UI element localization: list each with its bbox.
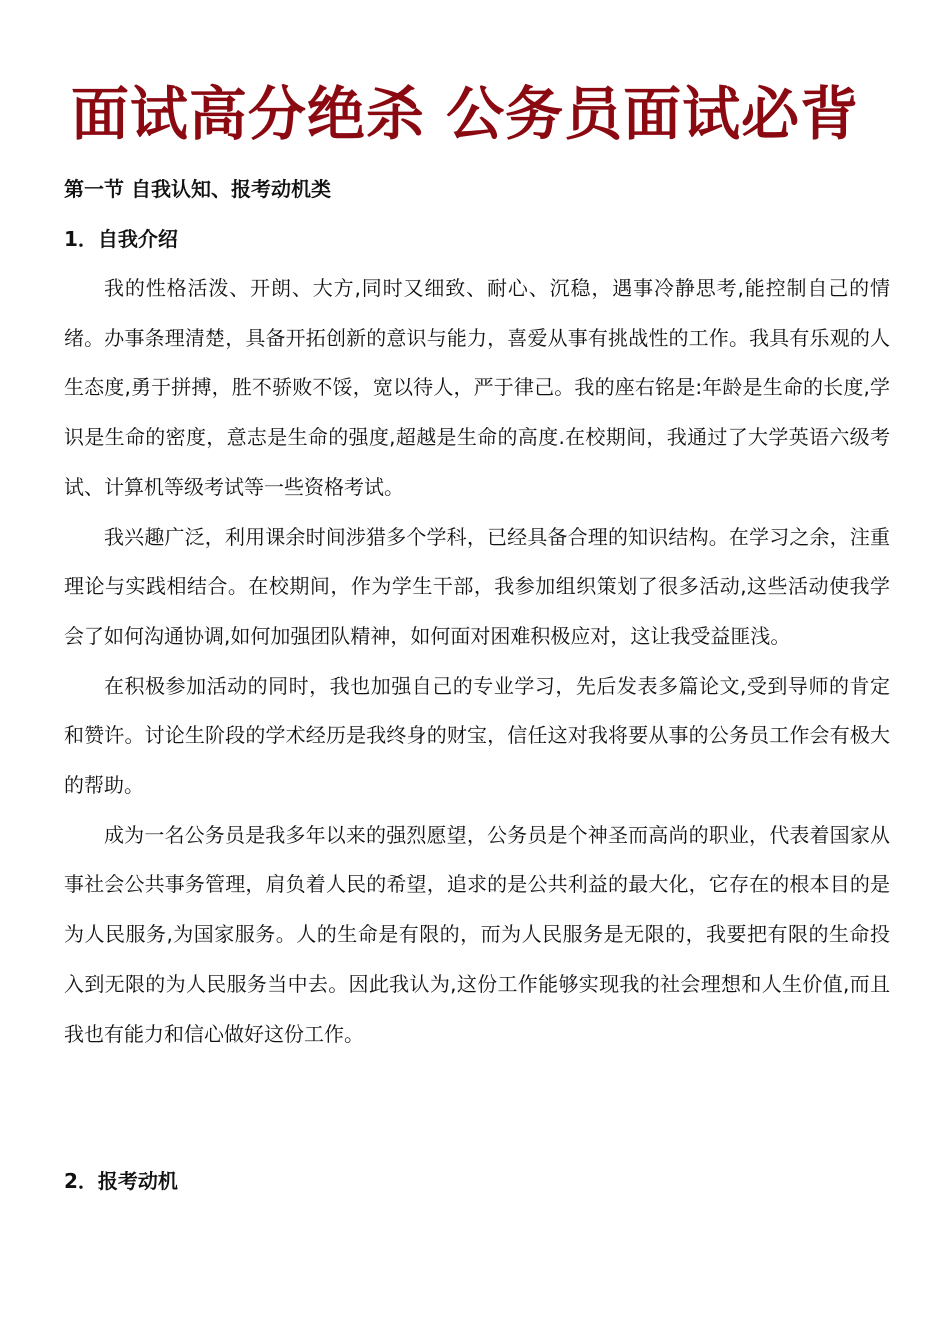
self-introduction-body: [64, 264, 890, 1059]
paragraph: 我兴趣广泛，利用课余时间涉猎多个学科，已经具备合理的知识结构。在学习之余，注重理论与实践相结合。在校期间，作为学生干部，我参加组织策划了很多活动,这些活动使我学会了如何沟通协调,如何加强团队精神，如何面对困难积极应对，这让我受益匪浅。: [64, 524, 890, 648]
paragraph: 成为一名公务员是我多年以来的强烈愿望，公务员是个神圣而高尚的职业，代表着国家从事社会公共事务管理，肩负着人民的希望，追求的是公共利益的最大化，它存在的根本目的是为人民服务,为国家服务。人的生命是有限的，而为人民服务是无限的，我要把有限的生命投入到无限的为人民服务当中去。因此我认为,这份工作能够实现我的社会理想和人生价值,而且我也有能力和信心做好这份工作。: [64, 822, 890, 1046]
subheading-application-motivation: 2．报考动机: [64, 1169, 178, 1193]
paragraph: 在积极参加活动的同时，我也加强自己的专业学习，先后发表多篇论文,受到导师的肯定和赞许。讨论生阶段的学术经历是我终身的财宝，信任这对我将要从事的公务员工作会有极大的帮助。: [64, 673, 890, 798]
section-heading: 第一节 自我认知、报考动机类: [64, 177, 331, 201]
subheading-self-introduction: 1．自我介绍: [64, 227, 178, 251]
document-title: 面试高分绝杀 公务员面试必背: [70, 80, 860, 148]
paragraph: 我的性格活泼、开朗、大方,同时又细致、耐心、沉稳，遇事冷静思考,能控制自己的情绪。办事条理清楚，具备开拓创新的意识与能力，喜爱从事有挑战性的工作。我具有乐观的人生态度,勇于拼搏，胜不骄败不馁，宽以待人，严于律己。我的座右铭是:年龄是生命的长度,学识是生命的密度，意志是生命的强度,超越是生命的高度.在校期间，我通过了大学英语六级考试、计算机等级考试等一些资格考试。: [64, 276, 890, 499]
